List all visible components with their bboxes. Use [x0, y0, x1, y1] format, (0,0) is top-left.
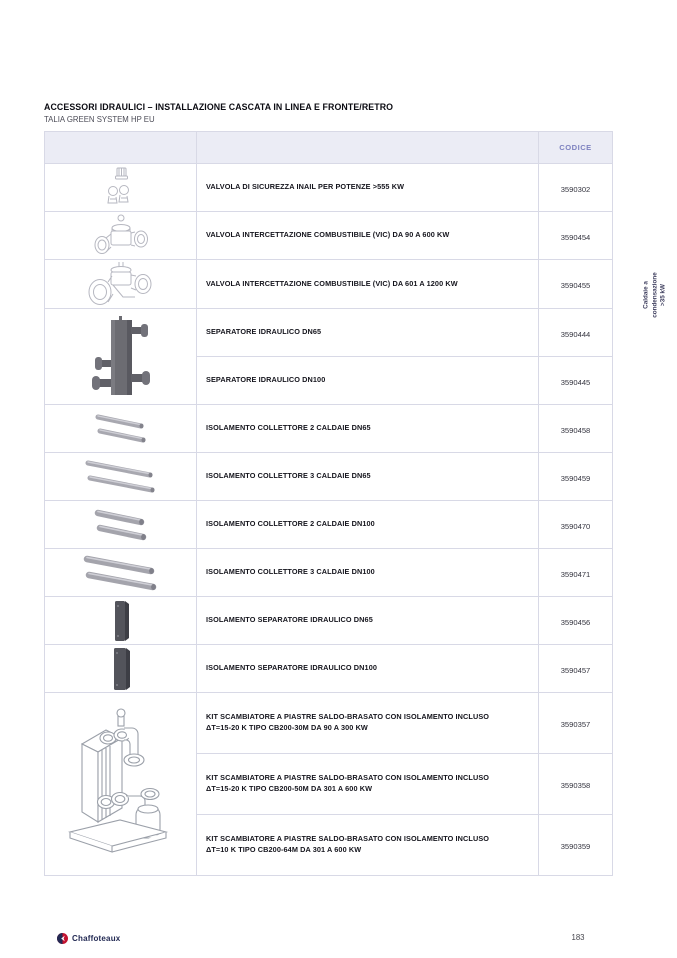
- collector-insulation-2-dn65-drawing-icon: [86, 409, 156, 449]
- product-image-cell: [45, 164, 197, 212]
- product-code: 3590455: [560, 281, 591, 290]
- product-code: 3590457: [560, 665, 591, 675]
- product-code: 3590459: [560, 473, 591, 483]
- chaffoteaux-logo-icon: [57, 933, 68, 944]
- side-tab-line: Caldaie a: [642, 281, 650, 309]
- product-image-cell: [45, 405, 197, 453]
- product-image-cell: [45, 597, 197, 645]
- brand-name: Chaffoteaux: [72, 934, 121, 943]
- products-table: [44, 131, 613, 876]
- product-code: 3590302: [560, 184, 591, 194]
- vic-valve-small-drawing-icon: [92, 213, 150, 259]
- product-code: 3590359: [560, 842, 591, 851]
- product-description-line1: KIT SCAMBIATORE A PIASTRE SALDO-BRASATO CON ISOLAMENTO INCLUSO: [206, 773, 490, 783]
- product-description-line1: KIT SCAMBIATORE A PIASTRE SALDO-BRASATO CON ISOLAMENTO INCLUSO: [206, 834, 490, 844]
- product-description: ISOLAMENTO SEPARATORE IDRAULICO DN100: [206, 663, 378, 673]
- product-image-cell: [45, 693, 197, 876]
- product-code: 3590358: [560, 781, 591, 790]
- product-description: SEPARATORE IDRAULICO DN65: [206, 327, 322, 337]
- product-code: 3590458: [560, 425, 591, 435]
- section-side-tab: [642, 272, 668, 318]
- table-row: [45, 501, 613, 549]
- table-row: [45, 645, 613, 693]
- table-row: [45, 405, 613, 453]
- side-tab-line: >35 kW: [659, 284, 667, 306]
- product-code: 3590470: [560, 521, 591, 531]
- product-code: 3590444: [560, 329, 591, 339]
- product-image-cell: [45, 212, 197, 260]
- product-description: ISOLAMENTO COLLETTORE 3 CALDAIE DN100: [206, 567, 375, 577]
- header-image-column: [45, 132, 197, 164]
- collector-insulation-2-dn100-drawing-icon: [86, 504, 156, 546]
- product-code: 3590456: [560, 617, 591, 627]
- table-row: [45, 549, 613, 597]
- product-code: 3590357: [560, 720, 591, 729]
- product-description-line1: KIT SCAMBIATORE A PIASTRE SALDO-BRASATO CON ISOLAMENTO INCLUSO: [206, 712, 490, 722]
- product-description: ISOLAMENTO COLLETTORE 3 CALDAIE DN65: [206, 471, 371, 481]
- vic-valve-large-drawing-icon: [87, 260, 155, 308]
- product-image-cell: [45, 309, 197, 405]
- table-header-row: [45, 132, 613, 164]
- side-tab-line: condensazione: [650, 272, 658, 318]
- table-row: [45, 164, 613, 212]
- product-description: ISOLAMENTO SEPARATORE IDRAULICO DN65: [206, 615, 373, 625]
- product-image-cell: [45, 260, 197, 309]
- page-number: 183: [571, 933, 585, 942]
- page-title: ACCESSORI IDRAULICI – INSTALLAZIONE CASCATA IN LINEA E FRONTE/RETRO: [44, 102, 394, 112]
- brand-logo: [57, 933, 120, 944]
- product-description-line2: ΔT=10 K TIPO CB200-64M DA 301 A 600 KW: [206, 845, 362, 854]
- collector-insulation-3-dn65-drawing-icon: [80, 456, 162, 498]
- product-description-line2: ΔT=15-20 K TIPO CB200-30M DA 90 A 300 KW: [206, 723, 368, 732]
- product-description: VALVOLA DI SICUREZZA INAIL PER POTENZE >555 KW: [206, 182, 405, 192]
- table-row: [45, 597, 613, 645]
- table-row: [45, 453, 613, 501]
- header-codice: CODICE: [539, 132, 613, 164]
- header-description-column: [197, 132, 539, 164]
- product-code: 3590445: [560, 377, 591, 387]
- product-image-cell: [45, 453, 197, 501]
- product-code: 3590471: [560, 569, 591, 579]
- product-code: 3590454: [560, 232, 591, 242]
- product-description: VALVOLA INTERCETTAZIONE COMBUSTIBILE (VIC) DA 601 A 1200 KW: [206, 278, 458, 288]
- product-description: ISOLAMENTO COLLETTORE 2 CALDAIE DN65: [206, 423, 371, 433]
- table-row: [45, 693, 613, 754]
- plate-heat-exchanger-kit-drawing-icon: [60, 706, 182, 862]
- separator-insulation-dn100-drawing-icon: [105, 646, 137, 692]
- product-image-cell: [45, 549, 197, 597]
- product-description: VALVOLA INTERCETTAZIONE COMBUSTIBILE (VIC) DA 90 A 600 KW: [206, 230, 450, 240]
- table-row: [45, 309, 613, 357]
- product-description: SEPARATORE IDRAULICO DN100: [206, 375, 326, 385]
- product-image-cell: [45, 645, 197, 693]
- hydraulic-separator-render-icon: [88, 314, 154, 400]
- collector-insulation-3-dn100-drawing-icon: [79, 551, 163, 595]
- product-description-line2: ΔT=15-20 K TIPO CB200-50M DA 301 A 600 KW: [206, 784, 373, 793]
- title-block: [44, 102, 604, 124]
- safety-valve-inail-drawing-icon: [98, 166, 144, 210]
- product-description: ISOLAMENTO COLLETTORE 2 CALDAIE DN100: [206, 519, 375, 529]
- table-row: [45, 260, 613, 309]
- page-subtitle: TALIA GREEN SYSTEM HP EU: [44, 115, 155, 124]
- table-row: [45, 212, 613, 260]
- product-image-cell: [45, 501, 197, 549]
- separator-insulation-dn65-drawing-icon: [106, 599, 136, 643]
